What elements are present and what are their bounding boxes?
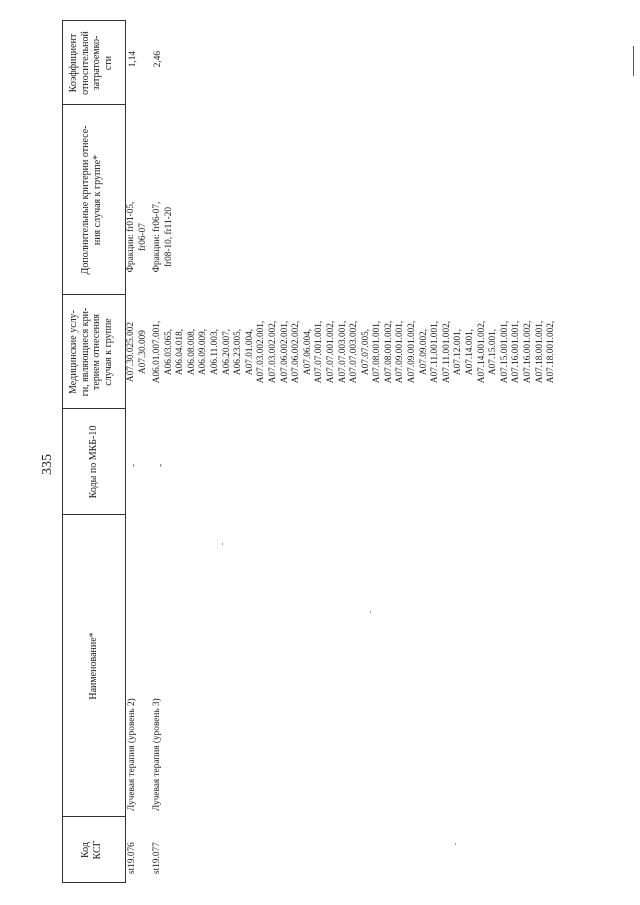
table-header-rule — [125, 21, 126, 883]
header-mkb: Коды по МКБ-10 — [88, 425, 99, 499]
row-1-criteria: Фракции: fr01-05, fr06-07 — [126, 201, 148, 273]
header-criteria: Дополнительные критерии отнесе- ния случая к группе* — [80, 125, 103, 275]
row-1-services: A07.30.025.002 A07.30.009 — [126, 321, 148, 383]
row-2-coef: 2,46 — [153, 51, 163, 68]
header-name: Наименование* — [88, 632, 99, 700]
row-2-code: st19.077 — [152, 842, 162, 874]
header-coef: Коэффициент относительной затратоемко- сти — [68, 31, 114, 95]
row-1-coef: 1,14 — [128, 51, 138, 68]
row-2-name: Лучевая терапия (уровень 3) — [152, 698, 162, 811]
scan-edge-mark — [633, 46, 634, 76]
scan-speck — [370, 611, 371, 613]
row-2-criteria: Фракции: fr06-07, fr08-10, fr11-20 — [152, 201, 174, 273]
row-1-code: st19.076 — [127, 842, 137, 874]
row-1-name: Лучевая терапия (уровень 2) — [127, 698, 137, 811]
row-1-mkb: - — [129, 463, 139, 467]
page-number: 335 — [40, 454, 55, 475]
scan-speck — [222, 543, 223, 545]
header-services: Медицинские услу- ги, являющиеся кри- терием отнесения случая к группе — [68, 307, 114, 397]
table-top-rule — [62, 21, 63, 883]
scan-speck — [455, 843, 456, 845]
row-2-services: A06.01.007.001, A06.03.065, A06.04.018, A06.08.008, A06.09.009, A06.11.003, A06.20.007, A06.23.005, A07.01.004, A07.03.002.001, A07.03.002.002, A07.06.002.001, A07.06.002.002, A07.06.004, A07.07.001.001, A07.07.001.002, A07.07.003.001, A07.07.003.002, A07.07.005, A07.08.001.001, A07.08.001.002, A07.09.001.001, A07.09.001.002, A07.09.002, A07.11.001.001, A07.11.001.002, A07.12.001, A07.14.001, A07.14.001.002, A07.15.001, A07.15.001.001, A07.16.001.001, A07.16.001.002, A07.18.001.001, A07.18.001.002, — [152, 320, 557, 384]
header-code: Код КСГ — [80, 840, 103, 860]
row-2-mkb: - — [156, 463, 166, 467]
